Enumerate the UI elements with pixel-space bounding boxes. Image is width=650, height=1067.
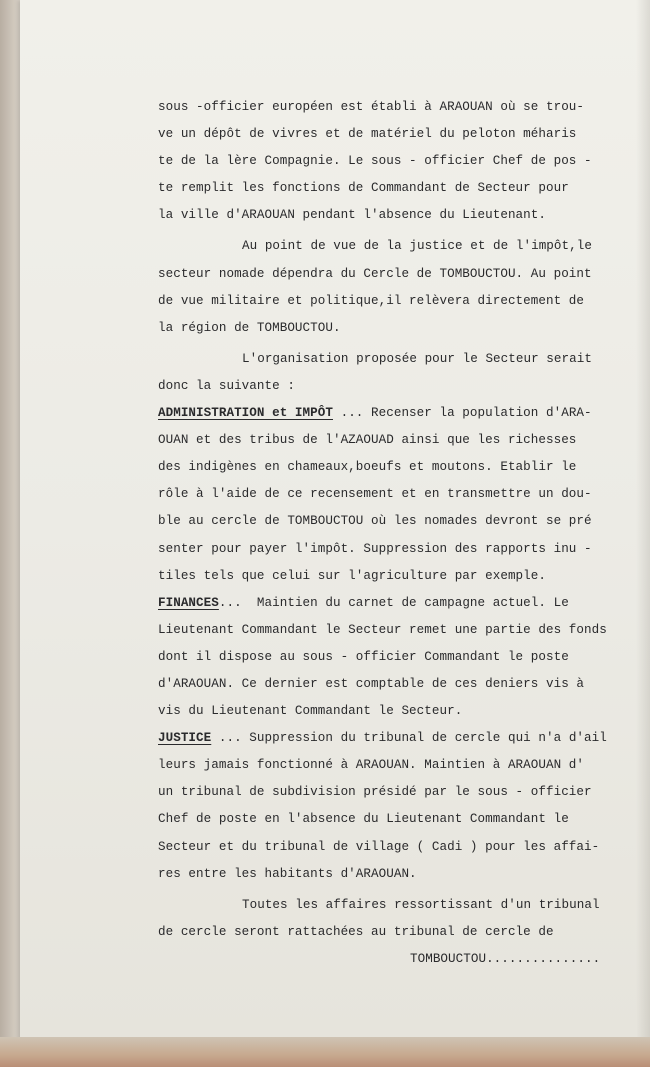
text-line: rôle à l'aide de ce recensement et en transmettre un dou- xyxy=(158,487,592,502)
section-heading-administration: ADMINISTRATION et IMPÔT xyxy=(158,406,333,421)
text-line xyxy=(158,725,648,752)
text-line: la région de TOMBOUCTOU. xyxy=(158,320,341,335)
text-line: vis du Lieutenant Commandant le Secteur. xyxy=(158,704,463,719)
binding-edge xyxy=(0,0,22,1067)
text-line: d'ARAOUAN. Ce dernier est comptable de ces deniers vis à xyxy=(158,676,585,691)
text-line: de cercle seront rattachées au tribunal de cercle de xyxy=(158,924,554,939)
text-line: senter pour payer l'impôt. Suppression des rapports inu - xyxy=(158,541,592,556)
text-line: secteur nomade dépendra du Cercle de TOMBOUCTOU. Au point xyxy=(158,266,592,281)
text-line: ve un dépôt de vivres et de matériel du peloton méharis xyxy=(158,127,577,142)
section-lead-text: ... Maintien du carnet de campagne actuel. Le xyxy=(218,595,569,610)
section-lead-text: ... Suppression du tribunal de cercle qui n'a d'ail xyxy=(211,731,607,746)
section-administration xyxy=(158,400,648,590)
text-line: leurs jamais fonctionné à ARAOUAN. Maintien à ARAOUAN d' xyxy=(158,758,585,773)
text-line: la ville d'ARAOUAN pendant l'absence du Lieutenant. xyxy=(158,208,546,223)
paragraph-opening xyxy=(158,94,648,229)
text-line xyxy=(158,400,648,427)
text-line: un tribunal de subdivision présidé par le sous - officier xyxy=(158,785,592,800)
text-line: res entre les habitants d'ARAOUAN. xyxy=(158,866,417,881)
text-line: Lieutenant Commandant le Secteur remet une partie des fonds xyxy=(158,622,607,637)
typed-text-body xyxy=(158,94,648,973)
paragraph-justice-impot xyxy=(158,233,648,341)
section-heading-finances: FINANCES xyxy=(158,595,219,610)
text-line: dont il dispose au sous - officier Commandant le poste xyxy=(158,649,569,664)
paragraph-final xyxy=(158,892,648,973)
section-finances xyxy=(158,590,648,725)
text-line: Au point de vue de la justice et de l'impôt,le xyxy=(242,239,592,254)
text-line: des indigènes en chameaux,boeufs et moutons. Etablir le xyxy=(158,460,577,475)
text-line xyxy=(158,590,648,617)
text-line: sous -officier européen est établi à ARAOUAN où se trou- xyxy=(158,100,585,114)
text-line: Toutes les affaires ressortissant d'un tribunal xyxy=(242,897,600,912)
page-bottom-edge xyxy=(0,1037,650,1067)
closing-line: TOMBOUCTOU............... xyxy=(410,951,601,966)
paragraph-organisation xyxy=(158,346,648,400)
text-line: de vue militaire et politique,il relèvera directement de xyxy=(158,293,585,308)
text-line: ble au cercle de TOMBOUCTOU où les nomades devront se pré xyxy=(158,514,592,529)
section-justice xyxy=(158,725,648,888)
text-line: tiles tels que celui sur l'agriculture par exemple. xyxy=(158,568,546,583)
section-heading-justice: JUSTICE xyxy=(158,731,212,746)
section-lead-text: ... Recenser la population d'ARA- xyxy=(332,406,592,421)
text-line: OUAN et des tribus de l'AZAOUAD ainsi que les richesses xyxy=(158,433,577,448)
text-line: L'organisation proposée pour le Secteur serait xyxy=(242,351,592,366)
text-line: te de la lère Compagnie. Le sous - officier Chef de pos - xyxy=(158,154,592,169)
text-line: Chef de poste en l'absence du Lieutenant Commandant le xyxy=(158,812,569,827)
text-line: donc la suivante : xyxy=(158,378,295,393)
text-line: Secteur et du tribunal de village ( Cadi ) pour les affai- xyxy=(158,839,600,854)
text-line: te remplit les fonctions de Commandant de Secteur pour xyxy=(158,181,569,196)
